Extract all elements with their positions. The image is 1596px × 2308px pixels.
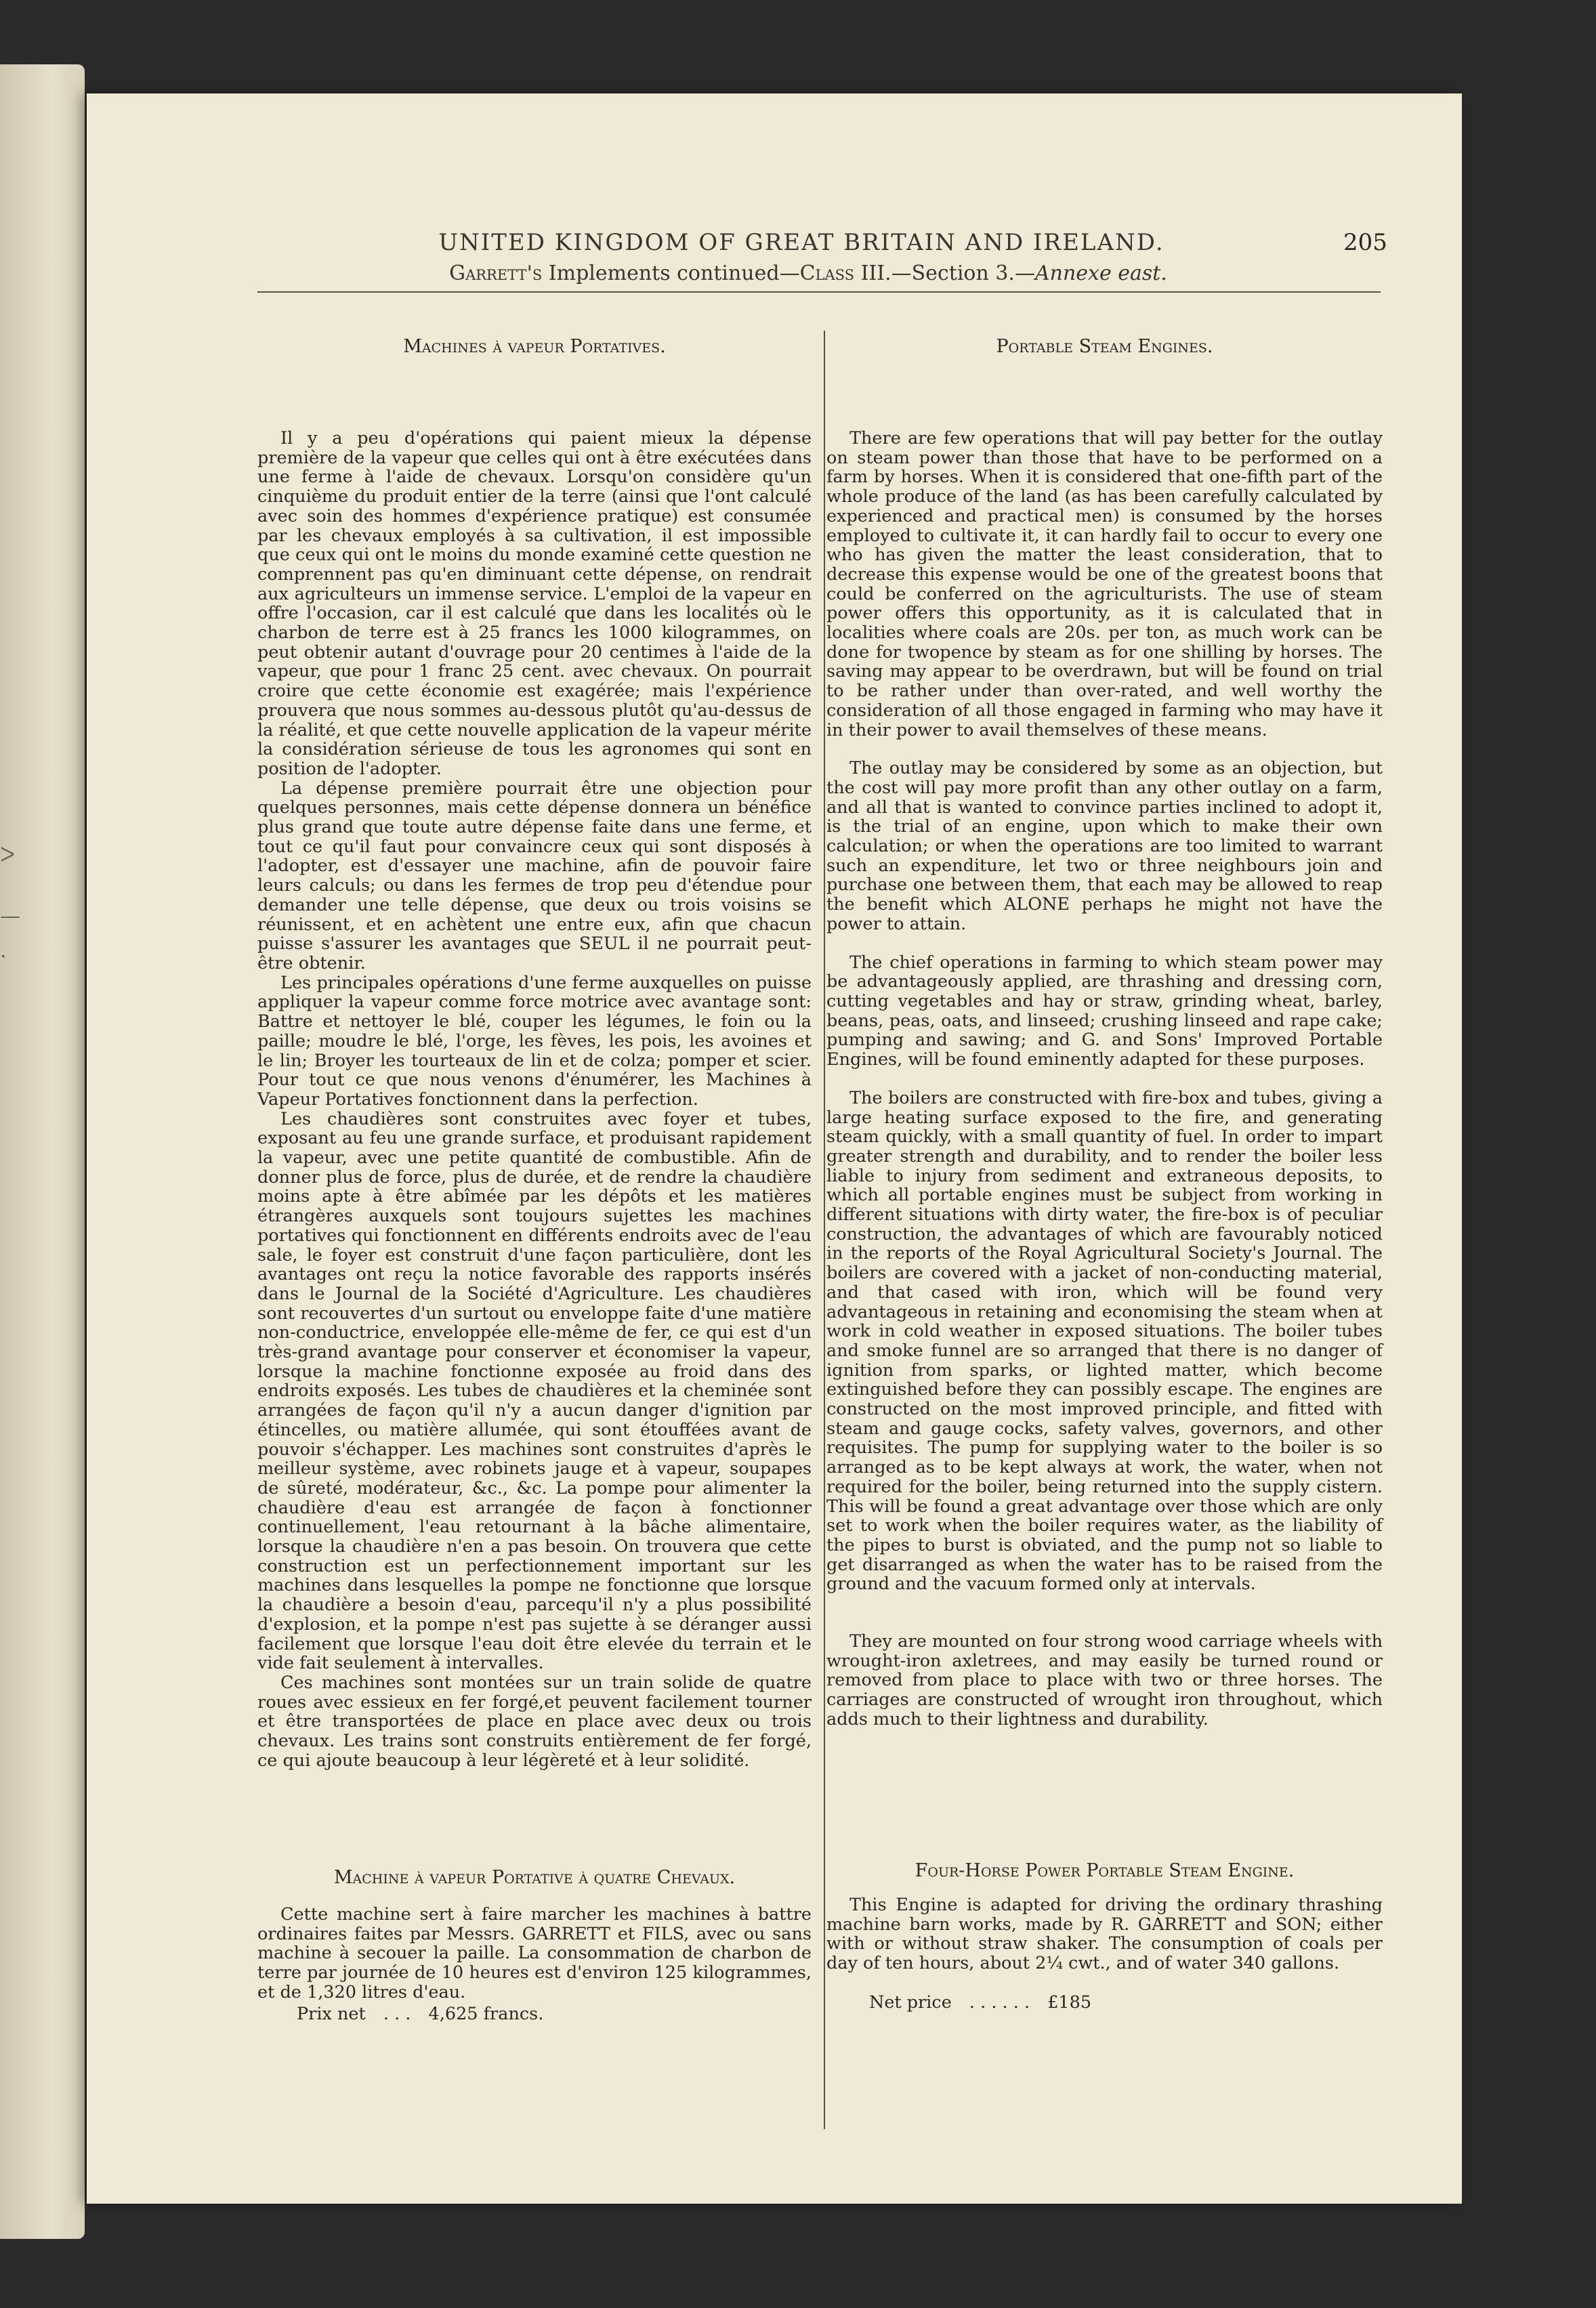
margin-mark: ᐳ: [0, 843, 15, 867]
subtitle-class: Class: [799, 261, 855, 285]
price-label: Net price: [869, 1992, 952, 2013]
right-paragraph: The outlay may be considered by some as an objection, but the cost will pay more profit than any other outlay on a farm, and all that is wanted to convince parties inclined to adopt it, is the trial of an engine, upon which to make their own calculation; or when the operations are too limited to warrant such an expenditure, let two or three neighbours join and purchase one between them, that each may be allowed to reap the benefit which ALONE perhaps he might not have the power to attain.: [826, 758, 1383, 934]
price-leader: . . . . . .: [969, 1992, 1030, 2013]
right-column: [826, 429, 1383, 1729]
subtitle-section: III.—Section 3.—: [854, 261, 1035, 285]
right-final-block: [826, 1895, 1383, 1973]
margin-mark: —: [0, 904, 20, 928]
right-final-paragraph: This Engine is adapted for driving the ordinary thrashing machine barn works, made by R. GARRETT and SON; either with or without straw shaker. The consumption of coals per day of ten hours, about 2¼ cwt., and of water 340 gallons.: [826, 1895, 1383, 1974]
left-paragraph: La dépense première pourrait être une objection pour quelques personnes, mais cette dépense donnera un bénéfice plus grand que toute autre dépense faite dans une ferme, et tout ce qu'il faut pour convaincre ceux qui sont disposés à l'adopter, est d'essayer une machine, afin de pouvoir faire leurs calculs; ou dans les fermes de trop peu d'étendue pour demander une telle dépense, que deux ou trois voisins se réunissent, et en achètent une entre eux, afin que chacun puisse s'assurer les avantages que SEUL il ne pourrait peut-être obtenir.: [257, 778, 812, 973]
subtitle-name: Garrett's: [449, 261, 543, 285]
left-price-line: [297, 2004, 543, 2024]
right-paragraph: They are mounted on four strong wood carriage wheels with wrought-iron axletrees, and may easily be turned round or removed from place to place with two or three horses. The carriages are constructed of wrought iron throughout, which adds much to their lightness and durability.: [826, 1631, 1383, 1729]
left-paragraph: Il y a peu d'opérations qui paient mieux la dépense première de la vapeur que celles qui ont à être exécutées dans une ferme à l'aide de chevaux. Lorsqu'on considère qu'un cinquième du produit entier de la terre (ainsi que l'ont calculé avec soin des hommes d'expérience pratique) est consumée par les chevaux employés à sa cultivation, il est impossible que ceux qui ont le moins du monde examiné cette question ne comprennent pas qu'en diminuant cette dépense, on rendrait aux agriculteurs un immense service. L'emploi de la vapeur en offre l'occasion, car il est calculé que dans les localités où le charbon de terre est à 25 francs les 1000 kilogrammes, on peut obtenir autant d'ouvrage pour 20 centimes à l'aide de la vapeur, que pour 1 franc 25 cent. avec chevaux. On pourrait croire que cette économie est exagérée; mais l'expérience prouvera que nous sommes au-dessous plutôt qu'au-dessus de la réalité, et que cette nouvelle application de la vapeur mérite la considération sérieuse de tous les agronomes qui sont en position de l'adopter.: [257, 428, 812, 779]
running-title: UNITED KINGDOM OF GREAT BRITAIN AND IRELAND.: [438, 229, 1164, 256]
subtitle-mid: Implements continued—: [542, 261, 800, 285]
section-subtitle: [351, 261, 1265, 285]
right-subheading: Four-Horse Power Portable Steam Engine.: [915, 1860, 1295, 1881]
margin-mark: ·: [0, 945, 7, 969]
price-label: Prix net: [297, 2004, 366, 2024]
left-paragraph: Ces machines sont montées sur un train solide de quatre roues avec essieux en fer forgé,et peuvent facilement tourner et être transportées de place en place avec deux ou trois chevaux. Les trains sont construits entièrement de fer forgé, ce qui ajoute beaucoup à leur légèreté et à leur solidité.: [257, 1673, 812, 1771]
right-price-line: [869, 1992, 1091, 2013]
right-paragraph: There are few operations that will pay better for the outlay on steam power than those that have to be performed on a farm by horses. When it is considered that one-fifth part of the whole produce of the land (as has been carefully calculated by experienced and practical men) is consumed by the horses employed to cultivate it, it can hardly fail to occur to every one who has given the matter the least consideration, that to decrease this expense would be one of the greatest boons that could be conferred on the agriculturists. The use of steam power offers this opportunity, as it is calculated that in localities where coals are 20s. per ton, as much work can be done for twopence by steam as for one shilling by horses. The saving may appear to be overdrawn, but will be found on trial to be rather under than over-rated, and well worthy the consideration of all those engaged in farming who may have it in their power to avail themselves of these means.: [826, 428, 1383, 740]
price-leader: . . .: [383, 2004, 411, 2024]
subtitle-annexe: Annexe east.: [1034, 261, 1167, 285]
left-subheading: Machine à vapeur Portative à quatre Chevaux.: [333, 1867, 736, 1888]
right-heading: Portable Steam Engines.: [996, 336, 1213, 357]
right-paragraph: The boilers are constructed with fire-box and tubes, giving a large heating surface exposed to the fire, and generating steam quickly, with a small quantity of fuel. In order to impart greater strength and durability, and to render the boiler less liable to injury from sediment and extraneous deposits, to which all portable engines must be subject from working in different situations with dirty water, the fire-box is of peculiar construction, the advantages of which are favourably noticed in the reports of the Royal Agricultural Society's Journal. The boilers are covered with a jacket of non-conducting material, and that cased with iron, which will be found very advantageous in retaining and economising the steam when at work in cold weather in exposed situations. The boiler tubes and smoke funnel are so arranged that there is no danger of ignition from sparks, or lighted matter, which become extinguished before they can possibly escape. The engines are constructed on the most improved principle, and fitted with steam and gauge cocks, safety valves, governors, and other requisites. The pump for supplying water to the boiler is so arranged as to be kept always at work, the water, when not required for the boiler, being returned into the supply cistern. This will be found a great advantage over those which are only set to work when the boiler requires water, as the liability of the pipes to burst is obviated, and the pump not so liable to get disarranged as when the water has to be raised from the ground and the vacuum formed only at intervals.: [826, 1087, 1383, 1595]
right-paragraph: The chief operations in farming to which steam power may be advantageously applied, are thrashing and dressing corn, cutting vegetables and hay or straw, grinding wheat, barley, beans, peas, oats, and linseed; crushing linseed and rape cake; pumping and sawing; and G. and Sons' Improved Portable Engines, will be found eminently adapted for these purposes.: [826, 952, 1383, 1070]
left-paragraph: Les chaudières sont construites avec foyer et tubes, exposant au feu une grande surface, et produisant rapidement la vapeur, avec une petite quantité de combustible. Afin de donner plus de force, plus de durée, et de rendre la chaudière moins apte à être abîmée par les dépôts et les matières étrangères auxquels sont toujours sujettes les machines portatives qui fonctionnent en différents endroits avec de l'eau sale, le foyer est construit d'une façon particulière, dont les avantages ont reçu la notice favorable des rapports insérés dans le Journal de la Société d'Agriculture. Les chaudières sont recouvertes d'un surtout ou enveloppe faite d'une matière non-conductrice, enveloppée elle-même de fer, ce qui est d'un très-grand avantage pour conserver et économiser la vapeur, lorsque la machine fonctionne exposée au froid dans des endroits exposés. Les tubes de chaudières et la cheminée sont arrangées de façon qu'il n'y a aucun danger d'ignition par étincelles, ou matière allumée, qui sont étouffées avant de pouvoir s'échapper. Les machines sont construites d'après le meilleur système, avec robinets jauge et à vapeur, soupapes de sûreté, modérateur, &c., &c. La pompe pour alimenter la chaudière d'eau est arrangée de façon à fonctionner continuellement, l'eau retournant à la bâche alimentaire, lorsque la chaudière n'en a pas besoin. On trouvera que cette construction est un perfectionnement important sur les machines dans lesquelles la pompe ne fonctionne que lorsque la chaudière a besoin d'eau, parcequ'il n'y a plus possibilité d'explosion, et la pompe n'est pas sujette à se déranger aussi facilement que lorsque l'eau doit être elevée du terrain et le vide fait seulement à intervalles.: [257, 1108, 812, 1674]
page-number: 205: [1343, 229, 1387, 256]
facing-page-edge: [0, 64, 85, 2239]
header-rule: [257, 291, 1381, 293]
book-page: [87, 93, 1462, 2204]
left-column: [257, 429, 812, 1771]
column-divider: [824, 331, 825, 2129]
left-paragraph: Les principales opérations d'une ferme auxquelles on puisse appliquer la vapeur comme force motrice avec avantage sont: Battre et nettoyer le blé, couper les légumes, le foin ou la paille; moudre le blé, l'orge, les fèves, les pois, les avoines et le lin; Broyer les tourteaux de lin et de colza; pomper et scier. Pour tout ce que nous venons d'énumérer, les Machines à Vapeur Portatives fonctionnent dans la perfection.: [257, 972, 812, 1110]
price-value: £185: [1047, 1992, 1092, 2013]
left-final-block: [257, 1905, 812, 2002]
left-heading: Machines à vapeur Portatives.: [403, 336, 666, 357]
price-value: 4,625 francs.: [428, 2004, 544, 2024]
left-final-paragraph: Cette machine sert à faire marcher les machines à battre ordinaires faites par Messrs. GARRETT et FILS, avec ou sans machine à secouer la paille. La consommation de charbon de terre par journée de 10 heures est d'environ 125 kilogrammes, et de 1,320 litres d'eau.: [257, 1904, 812, 2002]
